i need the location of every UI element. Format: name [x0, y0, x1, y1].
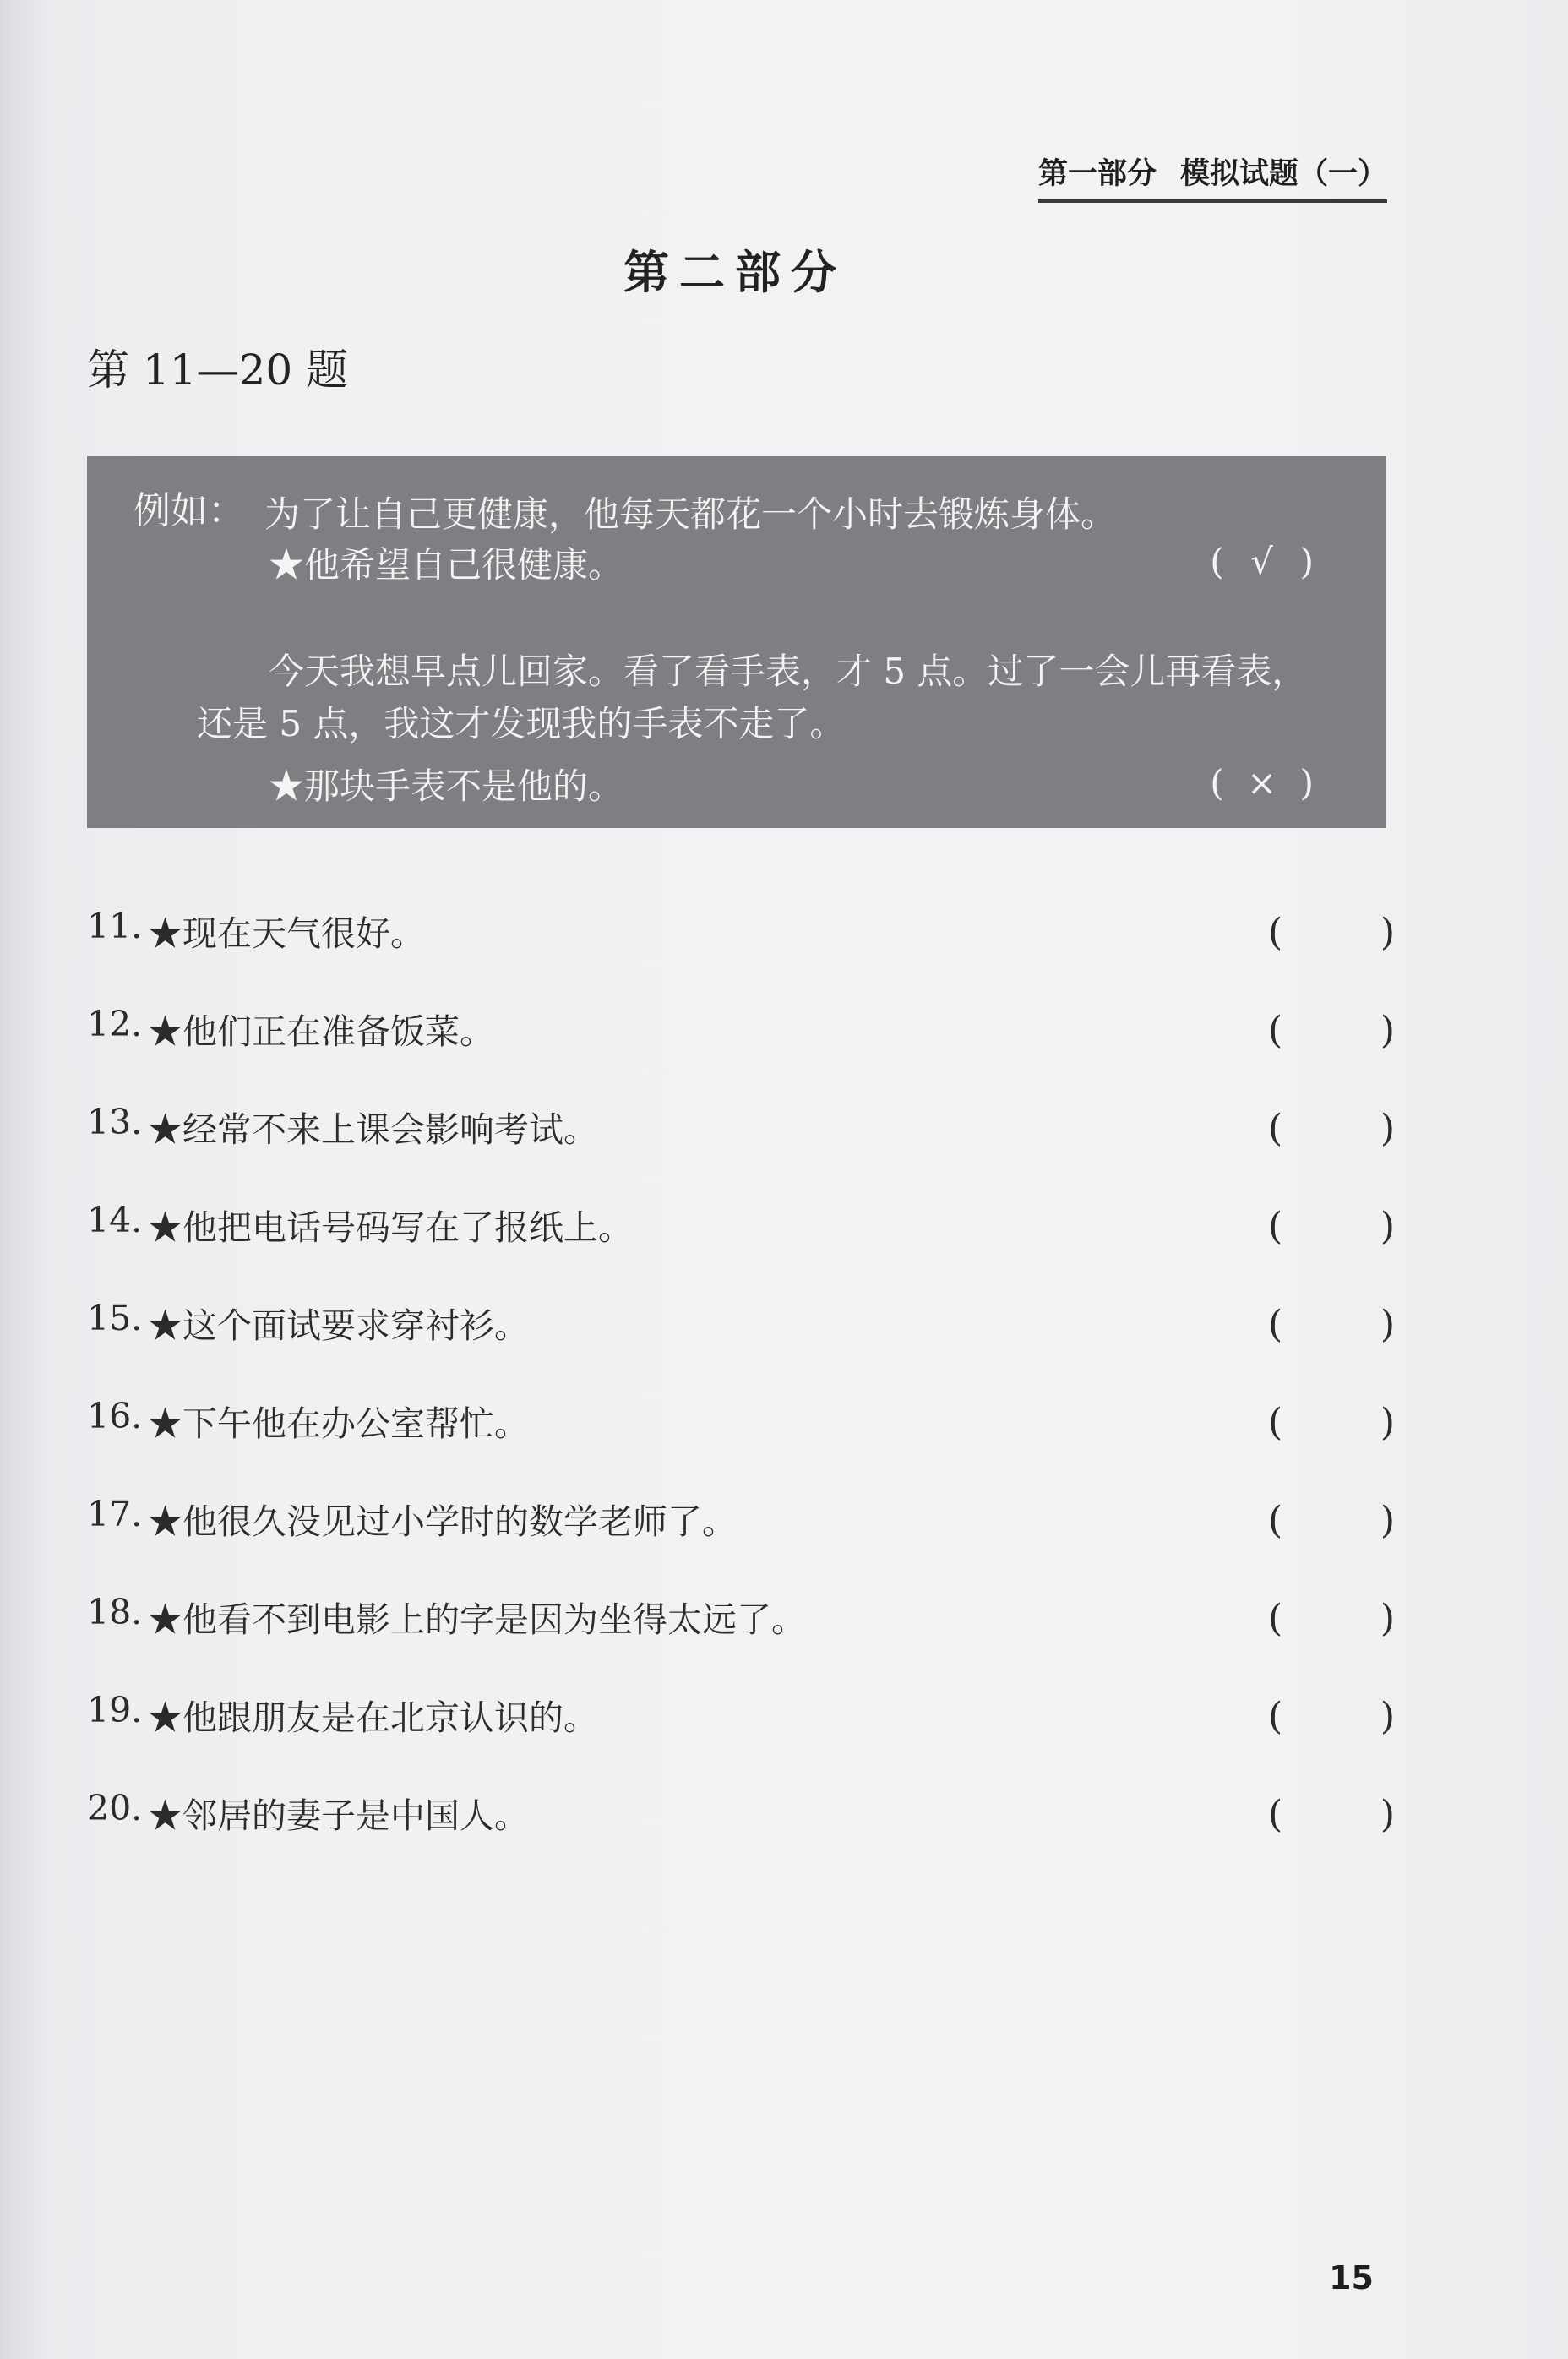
paren-open: ( — [1268, 1205, 1283, 1248]
paren-close: ) — [1380, 1303, 1395, 1346]
question-item — [87, 1592, 1395, 1690]
paren-close: ) — [1380, 1597, 1395, 1640]
question-number: 12. — [87, 1004, 143, 1044]
example-statement-2: ★那块手表不是他的。 — [269, 765, 624, 807]
running-header — [1038, 150, 1387, 203]
paren-close: ) — [1380, 1793, 1395, 1836]
section-title: 第二部分 — [623, 245, 847, 299]
paren-open: ( — [1268, 1597, 1283, 1640]
question-range-title: 第 11—20 题 — [87, 346, 349, 395]
paren-open: ( — [1268, 1793, 1283, 1836]
paren-close: ) — [1299, 541, 1314, 582]
answer-blank[interactable] — [1268, 1205, 1395, 1248]
paren-close: ) — [1380, 1107, 1395, 1150]
paren-open: ( — [1268, 1695, 1283, 1738]
question-text: ★他们正在准备饭菜。 — [148, 1011, 494, 1052]
example-answer-2 — [1210, 762, 1314, 804]
answer-blank[interactable] — [1268, 1499, 1395, 1542]
question-item — [87, 1494, 1395, 1592]
paren-open: ( — [1210, 762, 1224, 804]
paren-open: ( — [1210, 541, 1224, 582]
question-number: 20. — [87, 1788, 143, 1828]
question-item — [87, 1200, 1395, 1298]
header-test-title: 模拟试题（一） — [1179, 157, 1387, 191]
question-number: 19. — [87, 1690, 143, 1730]
question-text: ★他跟朋友是在北京认识的。 — [148, 1697, 598, 1738]
answer-blank[interactable] — [1268, 911, 1395, 954]
paren-open: ( — [1268, 911, 1283, 954]
question-item — [87, 1298, 1395, 1396]
checkmark-answer: √ — [1250, 541, 1273, 582]
answer-blank[interactable] — [1268, 1107, 1395, 1150]
paren-close: ) — [1380, 911, 1395, 954]
paren-close: ) — [1299, 762, 1314, 804]
paren-close: ) — [1380, 1401, 1395, 1444]
answer-blank[interactable] — [1268, 1695, 1395, 1738]
answer-blank[interactable] — [1268, 1597, 1395, 1640]
question-number: 11. — [87, 906, 143, 946]
question-text: ★他看不到电影上的字是因为坐得太远了。 — [148, 1599, 806, 1640]
question-text: ★他把电话号码写在了报纸上。 — [148, 1207, 633, 1248]
question-text: ★他很久没见过小学时的数学老师了。 — [148, 1501, 737, 1542]
question-text: ★这个面试要求穿衬衫。 — [148, 1305, 529, 1346]
example-sentence: 为了让自己更健康，他每天都花一个小时去锻炼身体。 — [264, 493, 1117, 535]
question-item — [87, 1396, 1395, 1494]
question-text: ★邻居的妻子是中国人。 — [148, 1795, 529, 1836]
answer-blank[interactable] — [1268, 1401, 1395, 1444]
paren-close: ) — [1380, 1695, 1395, 1738]
paren-open: ( — [1268, 1401, 1283, 1444]
paren-close: ) — [1380, 1499, 1395, 1542]
cross-answer: × — [1247, 762, 1277, 804]
paren-open: ( — [1268, 1009, 1283, 1052]
question-number: 13. — [87, 1102, 143, 1142]
paren-open: ( — [1268, 1107, 1283, 1150]
question-text: ★现在天气很好。 — [148, 913, 425, 954]
answer-blank[interactable] — [1268, 1009, 1395, 1052]
paren-open: ( — [1268, 1499, 1283, 1542]
question-text: ★下午他在办公室帮忙。 — [148, 1403, 529, 1444]
paren-open: ( — [1268, 1303, 1283, 1346]
question-number: 15. — [87, 1298, 143, 1338]
example-label: 例如： — [133, 489, 245, 532]
answer-blank[interactable] — [1268, 1303, 1395, 1346]
question-number: 18. — [87, 1592, 143, 1632]
paren-close: ) — [1380, 1009, 1395, 1052]
example-paragraph-line-1: 今天我想早点儿回家。看了看手表，才 5 点。过了一会儿再看表， — [269, 651, 1308, 692]
question-item — [87, 1788, 1395, 1886]
question-number: 14. — [87, 1200, 143, 1240]
example-statement-1: ★他希望自己很健康。 — [269, 544, 624, 586]
page-number: 15 — [1329, 2259, 1374, 2296]
question-number: 17. — [87, 1494, 143, 1534]
example-paragraph-line-2: 还是 5 点，我这才发现我的手表不走了。 — [197, 703, 846, 744]
answer-blank[interactable] — [1268, 1793, 1395, 1836]
question-text: ★经常不来上课会影响考试。 — [148, 1109, 598, 1150]
question-item — [87, 1004, 1395, 1102]
example-box — [87, 456, 1386, 828]
question-item — [87, 1102, 1395, 1200]
question-item — [87, 1690, 1395, 1788]
question-list — [87, 906, 1395, 1886]
header-part: 第一部分 — [1037, 157, 1157, 191]
question-number: 16. — [87, 1396, 143, 1436]
example-answer-1 — [1210, 541, 1314, 582]
question-item — [87, 906, 1395, 1004]
paren-close: ) — [1380, 1205, 1395, 1248]
